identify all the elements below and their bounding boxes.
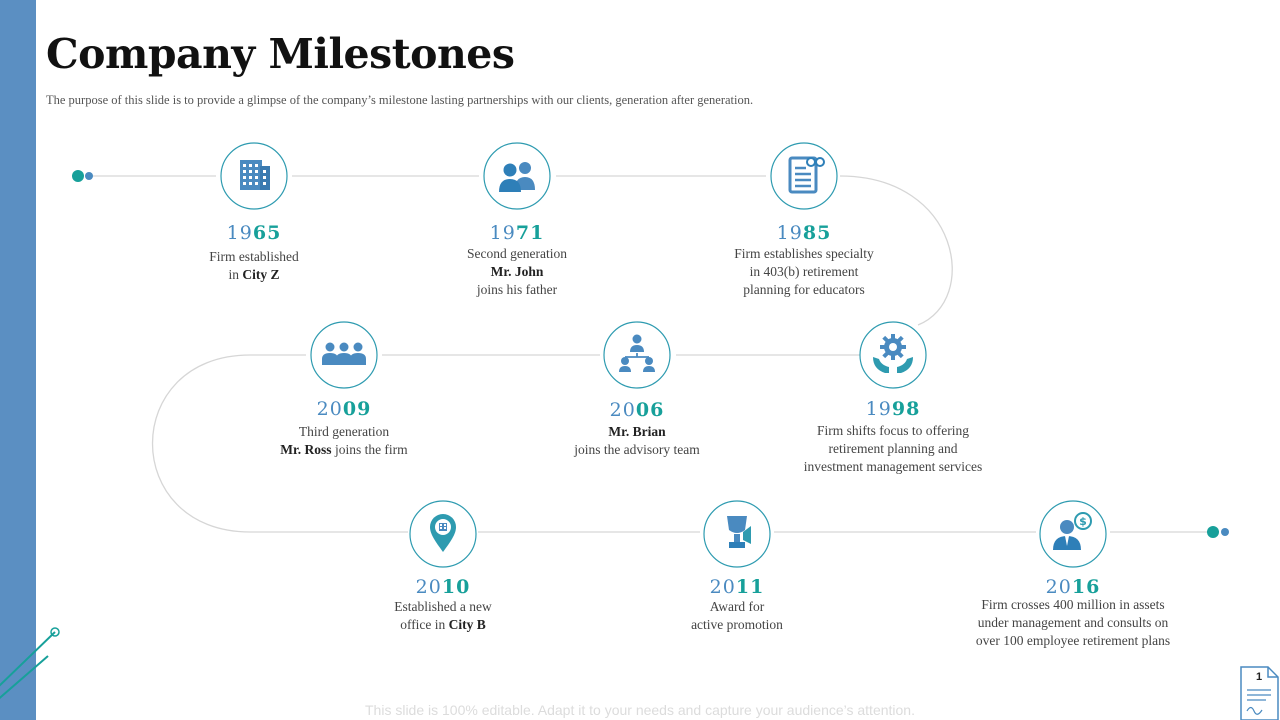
page-subtitle: The purpose of this slide is to provide a glimpse of the company’s milestone lasting partnerships with our clients, generation after generation. [46,93,754,107]
milestone-2006-node [599,317,675,393]
milestone-1998-node [855,317,931,393]
milestone-2016-description: Firm crosses 400 million in assets under management and consults on over 100 employee retirement plans [975,597,1171,648]
milestone-1985-year: 1985 [776,222,832,244]
milestone-2009-description: Third generation Mr. Ross joins the firm [280,424,408,457]
milestone-1998-description: Firm shifts focus to offering retirement planning and investment management services [803,423,983,474]
document-glasses-icon [766,138,842,214]
milestone-1971-node [479,138,555,214]
milestone-2010-node [405,496,481,572]
building-icon [216,138,292,214]
milestone-1985-description: Firm establishes specialty in 403(b) retirement planning for educators [734,246,874,297]
milestone-1971-year: 1971 [489,222,545,244]
milestone-2016-year: 2016 [1045,576,1101,598]
milestone-2011-description: Award for active promotion [691,599,783,632]
gear-hands-icon [855,317,931,393]
milestone-2006-description: Mr. Brian joins the advisory team [574,424,700,457]
milestone-1998-year: 1998 [865,398,921,420]
milestone-2006-year: 2006 [609,399,665,421]
start-dot-blue [85,172,93,180]
start-dot-teal [72,170,84,182]
milestone-2010-year: 2010 [415,576,471,598]
location-pin-icon [405,496,481,572]
milestone-2011-node [699,496,775,572]
milestone-1965-node [216,138,292,214]
milestone-1965-year: 1965 [226,222,282,244]
team-hierarchy-icon [599,317,675,393]
milestone-2016-node [1035,496,1111,572]
milestone-2009-node [306,317,382,393]
page-number: 1 [1255,671,1263,683]
trophy-icon [699,496,775,572]
milestone-1985-node [766,138,842,214]
milestone-2009-year: 2009 [316,398,372,420]
businessman-money-icon [1035,496,1111,572]
people-icon [479,138,555,214]
svg-text:$: $ [1079,515,1087,528]
group-icon [306,317,382,393]
footer-note: This slide is 100% editable. Adapt it to your needs and capture your audience’s attention. [365,702,915,718]
end-dot-teal [1207,526,1219,538]
milestone-1971-description: Second generation Mr. John joins his father [466,246,568,297]
milestone-1965-description: Firm established in City Z [209,249,299,282]
milestone-2011-year: 2011 [709,576,765,598]
milestone-2010-description: Established a new office in City B [394,599,492,632]
end-dot-blue [1221,528,1229,536]
page-title: Company Milestones [46,30,515,78]
